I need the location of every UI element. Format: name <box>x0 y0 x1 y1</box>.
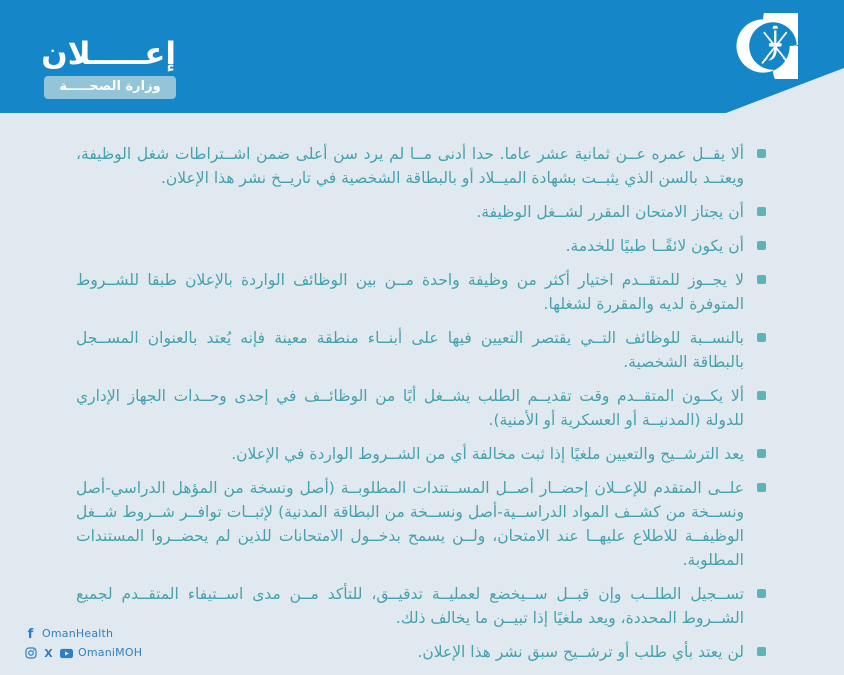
social-row[interactable] <box>24 645 145 661</box>
bullet-item <box>76 268 766 316</box>
bullet-square-icon <box>757 207 766 216</box>
social-handle[interactable]: OmaniMOH <box>78 646 143 659</box>
bullet-item <box>76 142 766 190</box>
instagram-icon[interactable] <box>24 647 37 660</box>
facebook-row[interactable] <box>24 626 145 642</box>
bullet-square-icon <box>757 391 766 400</box>
moh-crescent-logo-icon <box>734 13 798 79</box>
bullet-text: أن يجتاز الامتحان المقرر لشــغل الوظيفة. <box>476 203 744 221</box>
bullet-square-icon <box>757 647 766 656</box>
bullet-text: أن يكون لائقًــا طبيًا للخدمة. <box>565 237 744 255</box>
bullet-square-icon <box>757 241 766 250</box>
bullet-item <box>76 640 766 664</box>
bullet-text: يعد الترشــيح والتعيين ملغيًا إذا ثبت مخالفة أي من الشــروط الواردة في الإعلان. <box>231 445 744 463</box>
bullet-item <box>76 476 766 572</box>
bullet-item <box>76 442 766 466</box>
bullet-square-icon <box>757 275 766 284</box>
title-block <box>41 36 176 99</box>
bullet-item <box>76 582 766 630</box>
bullet-list <box>76 142 766 674</box>
bullet-text: علــى المتقدم للإعــلان إحضــار أصــل المســتندات المطلوبــة (أصل ونسخة من المؤهل الدراسي-أصل ونســخة من كشــف المواد الدراســية-أصل ونســخة من البطاقة المدنية) لإثبــات توافــر شــروط شــغل الوظيفــة للاطلاع عليهــا عند الامتحان، ولــن يسمح بدخــول الامتحانات للذين لم يحضــروا المستندات المطلوبة. <box>76 479 744 569</box>
bullet-text: ألا يقــل عمره عــن ثمانية عشر عاما. حدا أدنى مــا لم يرد سن أعلى ضمن اشــتراطات شغل الوظيفة، ويعتــد بالسن الذي يثبــت بشهادة الميــلاد أو بالبطاقة الشخصية في تاريــخ نشر هذا الإعلان. <box>76 145 744 187</box>
bullet-item <box>76 326 766 374</box>
bullet-text: ألا يكــون المتقــدم وقت تقديــم الطلب يشــغل أيًا من الوظائــف في إحدى وحــدات الجهاز الإداري للدولة (المدنيــة أو العسكرية أو الأمنية). <box>76 387 744 429</box>
bullet-square-icon <box>757 589 766 598</box>
x-icon[interactable]: X <box>44 646 53 660</box>
bullet-item <box>76 234 766 258</box>
footer-social <box>24 623 145 661</box>
bullet-item <box>76 384 766 432</box>
bullet-square-icon <box>757 149 766 158</box>
bullet-text: تســجيل الطلــب وإن قبــل ســيخضع لعمليــة تدقيــق، للتأكد مــن مدى اســتيفاء المتقــدم لجميع الشــروط المحددة، ويعد ملغيًا إذا تبيــن ما يخالف ذلك. <box>76 585 744 627</box>
bullet-text: لن يعتد بأي طلب أو ترشــيح سبق نشر هذا الإعلان. <box>417 643 744 661</box>
page-title: إعـــــلان <box>41 36 176 72</box>
youtube-icon[interactable] <box>60 647 73 660</box>
facebook-icon[interactable]: f <box>27 626 34 642</box>
bullet-item <box>76 200 766 224</box>
bullet-square-icon <box>757 483 766 492</box>
bullet-text: بالنســبة للوظائف التــي يقتصر التعيين فيها على أبنــاء منطقة معينة فإنه يُعتد بالعنوان المســجل بالبطاقة الشخصية. <box>76 329 744 371</box>
bullet-square-icon <box>757 449 766 458</box>
bullet-text: لا يجــوز للمتقــدم اختيار أكثر من وظيفة واحدة مــن بين الوظائف الواردة بالإعلان طبقا للشــروط المتوفرة لديه والمقررة لشغلها. <box>76 271 744 313</box>
ministry-badge: وزارة الصحـــــة <box>44 76 176 99</box>
bullet-square-icon <box>757 333 766 342</box>
facebook-handle[interactable]: OmanHealth <box>42 627 114 640</box>
